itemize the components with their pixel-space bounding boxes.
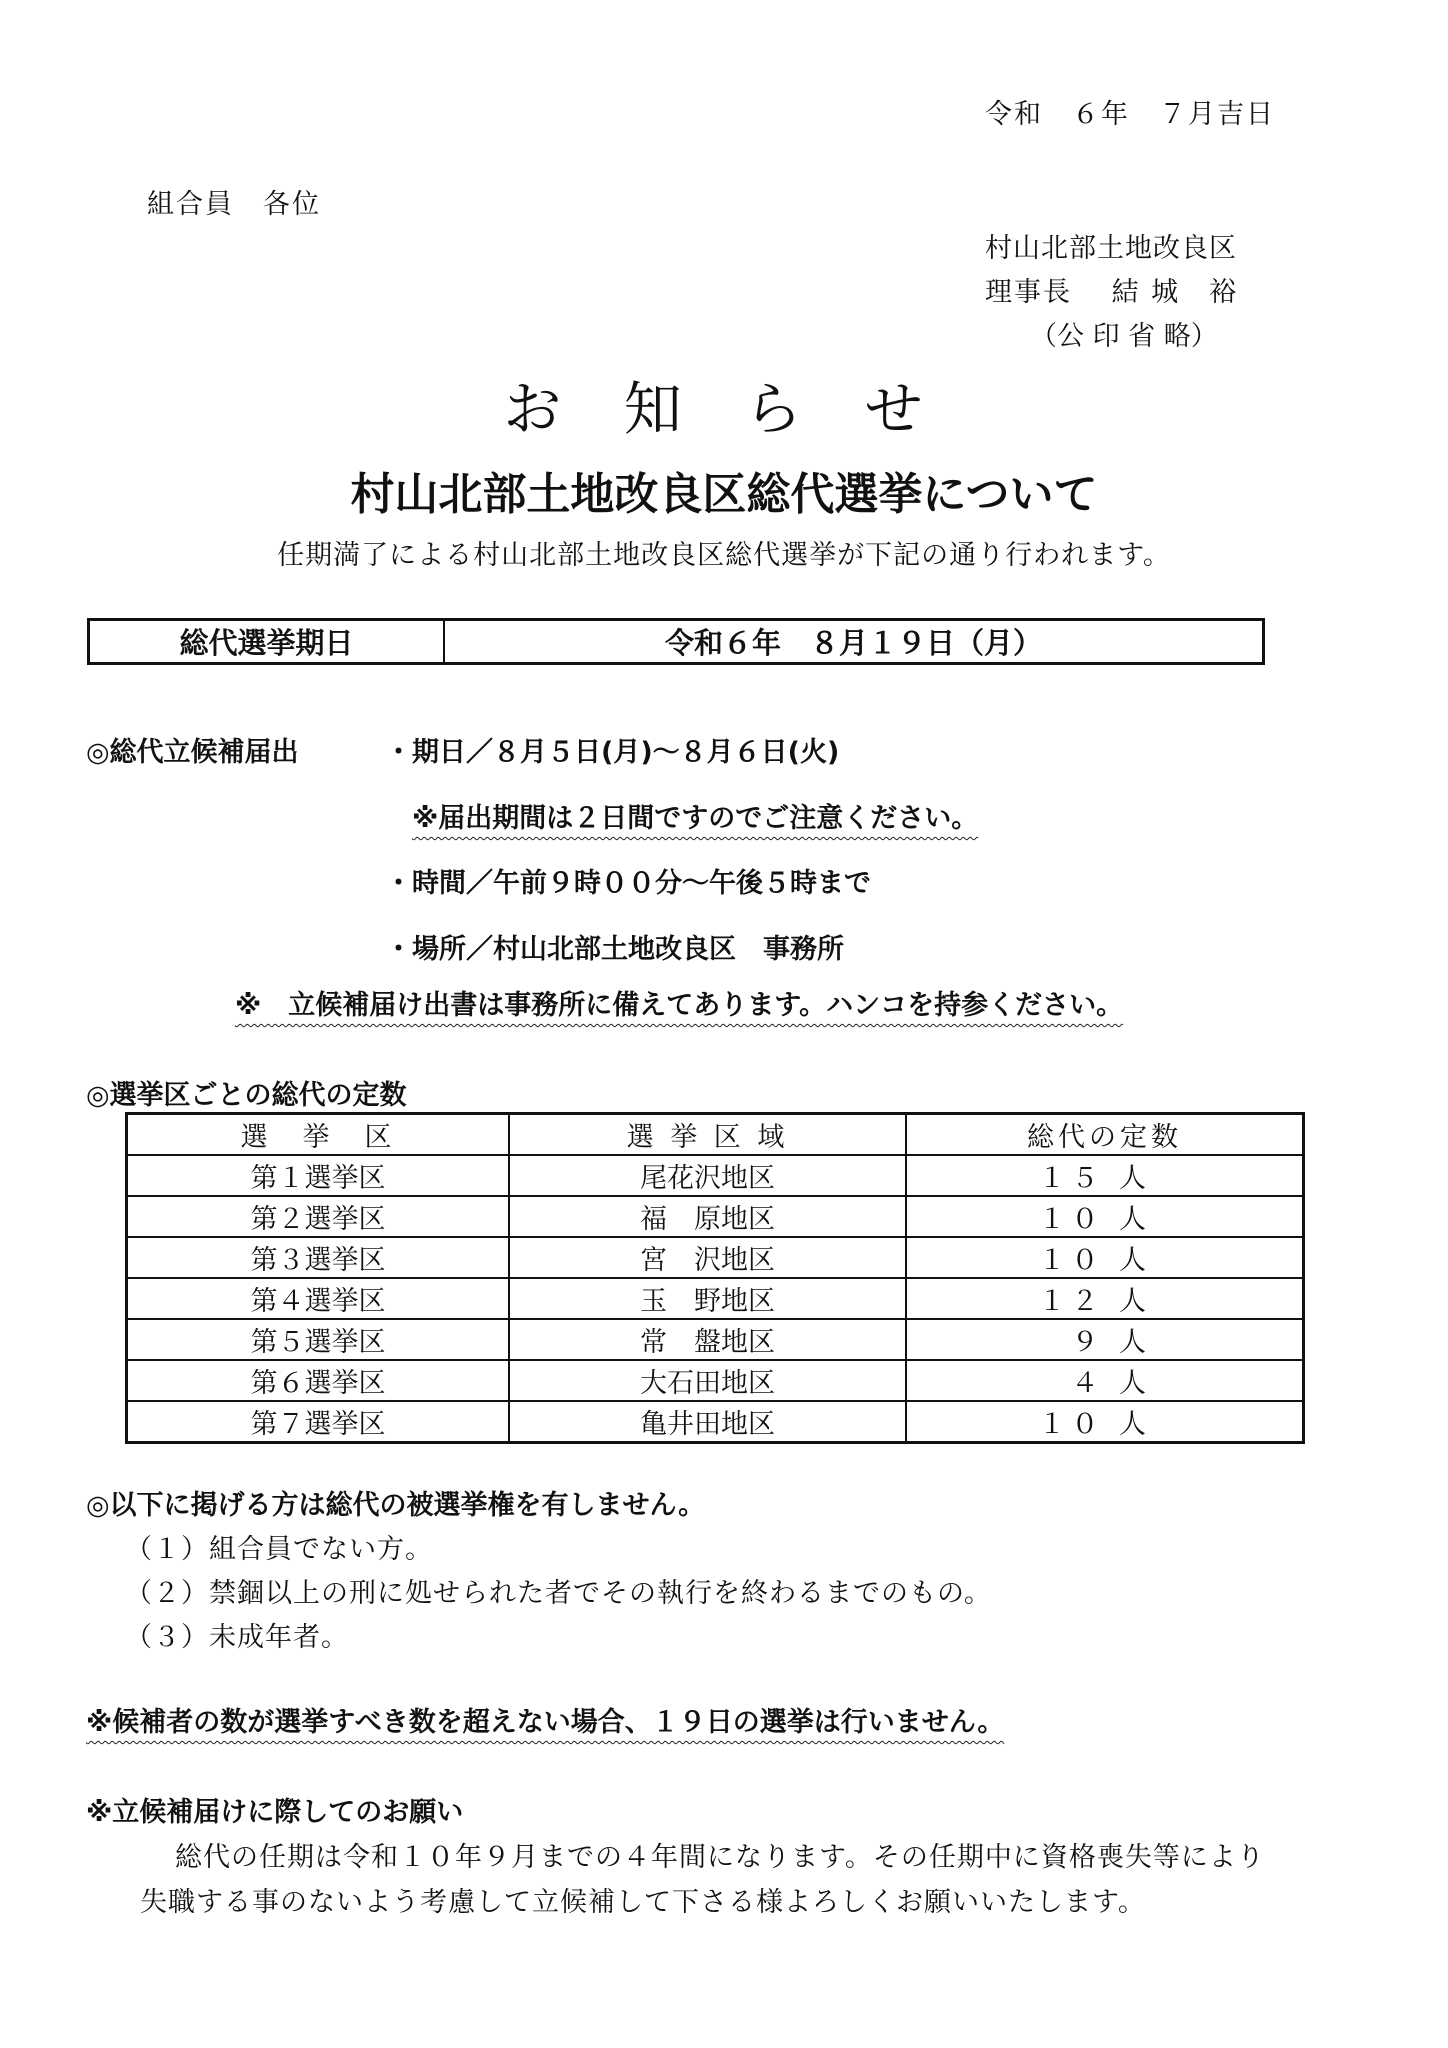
recipient: 組合員 各位 [147,189,321,220]
column-header-area: 選 挙 区 域 [509,1114,906,1156]
district-cell: 第６選挙区 [127,1360,510,1401]
ineligibility-item: （２）禁錮以上の刑に処せられた者でその執行を終わるまでのもの。 [125,1578,992,1609]
ineligibility-item: （３）未成年者。 [125,1622,349,1653]
issue-date: 令和 ６年 ７月吉日 [985,99,1275,130]
request-text-line: 失職する事のないよう考慮して立候補して下さる様よろしくお願いいたします。 [140,1887,1146,1918]
area-cell: 大石田地区 [509,1360,906,1401]
area-cell: 亀井田地区 [509,1401,906,1443]
intro-text: 任期満了による村山北部土地改良区総代選挙が下記の通り行われます。 [277,540,1171,571]
sender-name: 理事長 結 城 裕 [985,277,1239,308]
area-cell: 宮 沢地区 [509,1237,906,1278]
district-cell: 第７選挙区 [127,1401,510,1443]
election-cancel-note: ※候補者の数が選挙すべき数を超えない場合、１９日の選挙は行いません。 [86,1707,1005,1738]
request-text-line: 総代の任期は令和１０年９月までの４年間になります。その任期中に資格喪失等により [175,1842,1265,1873]
quota-cell: ４ 人 [906,1360,1304,1401]
area-cell: 常 盤地区 [509,1319,906,1360]
filing-place: ・場所／村山北部土地改良区 事務所 [385,934,844,965]
table-row [127,1360,1304,1401]
request-heading: ※立候補届けに際してのお願い [86,1797,464,1828]
column-header-quota: 総代の定数 [906,1114,1304,1156]
seal-omitted-note: （公 印 省 略） [1030,321,1218,352]
quota-cell: ９ 人 [906,1319,1304,1360]
column-header-district: 選 挙 区 [127,1114,510,1156]
table-row [127,1319,1304,1360]
table-row [127,1401,1304,1443]
filing-heading: ◎総代立候補届出 [86,737,299,768]
election-date-value: 令和６年 ８月１９日（月） [444,620,1264,664]
filing-period-note: ※届出期間は２日間ですのでご注意ください。 [412,803,979,834]
table-row [127,1155,1304,1196]
election-date-label: 総代選挙期日 [89,620,445,664]
district-cell: 第２選挙区 [127,1196,510,1237]
table-row [127,1237,1304,1278]
district-cell: 第１選挙区 [127,1155,510,1196]
quota-cell: １２ 人 [906,1278,1304,1319]
ineligibility-item: （１）組合員でない方。 [125,1534,433,1565]
filing-form-note: ※ 立候補届け出書は事務所に備えてあります。ハンコを持参ください。 [235,990,1124,1021]
filing-time: ・時間／午前９時００分～午後５時まで [385,868,871,899]
quota-cell: １０ 人 [906,1237,1304,1278]
document-subtitle: 村山北部土地改良区総代選挙について [350,469,1098,520]
filing-period: ・期日／８月５日(月)～８月６日(火) [385,737,840,768]
district-cell: 第３選挙区 [127,1237,510,1278]
area-cell: 尾花沢地区 [509,1155,906,1196]
document-title: お 知 ら せ [503,375,945,443]
quota-heading: ◎選挙区ごとの総代の定数 [86,1080,407,1111]
quota-table [125,1112,1305,1444]
quota-cell: １０ 人 [906,1401,1304,1443]
area-cell: 玉 野地区 [509,1278,906,1319]
quota-table-header-row [127,1114,1304,1156]
district-cell: 第５選挙区 [127,1319,510,1360]
table-row [127,1278,1304,1319]
sender-organization: 村山北部土地改良区 [985,233,1237,264]
district-cell: 第４選挙区 [127,1278,510,1319]
table-row [127,1196,1304,1237]
quota-cell: １５ 人 [906,1155,1304,1196]
ineligibility-heading: ◎以下に掲げる方は総代の被選挙権を有しません。 [86,1490,706,1521]
area-cell: 福 原地区 [509,1196,906,1237]
election-date-table [87,618,1265,665]
quota-cell: １０ 人 [906,1196,1304,1237]
